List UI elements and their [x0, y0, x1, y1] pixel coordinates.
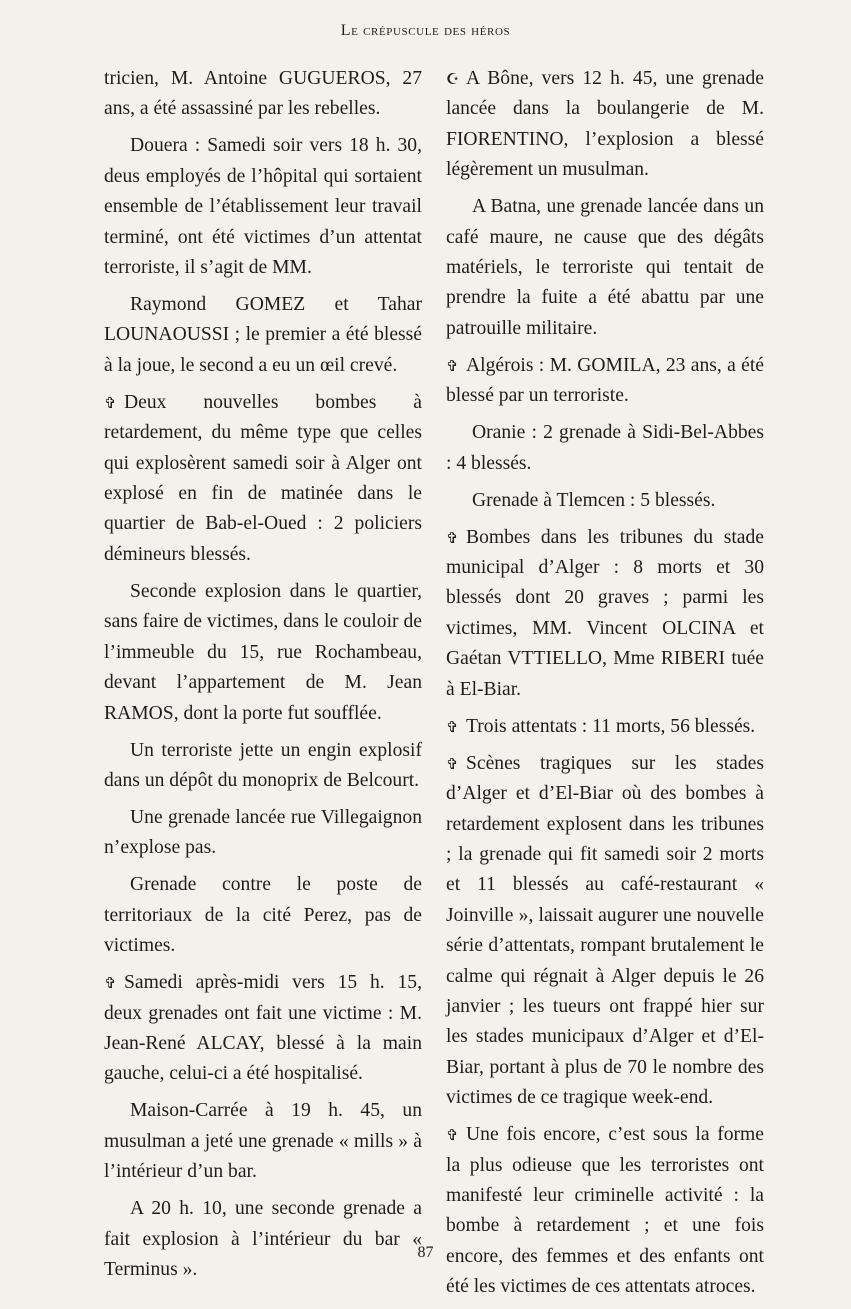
paragraph: Raymond GOMEZ et Tahar LOUNAOUSSI ; le premier a été blessé à la joue, le second a eu un œil crevé. — [104, 294, 422, 376]
bullet-paragraph — [446, 523, 764, 705]
paragraph-text: Trois attentats : 11 morts, 56 blessés. — [466, 715, 756, 737]
paragraph: Un terroriste jette un engin explosif dans un dépôt du monoprix de Belcourt. — [104, 739, 422, 791]
paragraph: tricien, M. Antoine GUGUEROS, 27 ans, a été assassiné par les rebelles. — [104, 68, 422, 120]
bullet-paragraph — [446, 1120, 764, 1302]
paragraph: Une grenade lancée rue Villegaignon n’explose pas. — [104, 806, 422, 859]
bullet-paragraph — [446, 712, 764, 742]
paragraph: Grenade à Tlemcen : 5 blessés. — [472, 489, 716, 511]
paragraph-text: A Bône, vers 12 h. 45, une grenade lancée dans la boulangerie de M. FIORENTINO, l’explosion a blessé légèrement un musulman. — [446, 68, 764, 181]
paragraph: A Batna, une grenade lancée dans un café maure, ne cause que des dégâts matériels, le terroriste qui tentait de prendre la fuite a été abattu par une patrouille militaire. — [446, 196, 764, 339]
paragraph-text: Une fois encore, c’est sous la forme la plus odieuse que les terroristes ont manifesté leur criminelle activité : la bombe à retardement ; et une fois encore, des femmes et des enfants ont été les victimes de ces attentats atroces. — [446, 1124, 764, 1298]
cross-icon: ✞ — [446, 1126, 459, 1145]
paragraph: Douera : Samedi soir vers 18 h. 30, deus employés de l’hôpital qui sortaient ensemble de l’établissement leur travail terminé, ont été victimes d’un attentat terroriste, il s’agit de MM. — [104, 135, 422, 279]
paragraph: Grenade contre le poste de territoriaux de la cité Perez, pas de victimes. — [104, 874, 422, 957]
cross-icon: ✞ — [104, 974, 117, 993]
paragraph-text: Scènes tragiques sur les stades d’Alger et d’El-Biar où des bombes à retardement explosent dans les tribunes ; la grenade qui fit samedi soir 2 morts et 11 blessés au café-restaurant « Joinville », laissait augurer une nouvelle série d’attentats, rompant brutalement le calme qui régnait à Alger depuis le 26 janvier ; les tueurs ont frappé hier sur les stades municipaux d’Alger et d’El-Biar, portant à plus de 70 le nombre des victimes de ce tragique week-end. — [446, 752, 764, 1109]
bullet-paragraph — [446, 749, 764, 1114]
cross-icon: ✞ — [104, 393, 117, 412]
paragraph: Maison-Carrée à 19 h. 45, un musulman a jeté une grenade « mills » à l’intérieur d’un bar. — [104, 1100, 422, 1183]
bullet-paragraph — [446, 64, 764, 186]
cross-icon: ✞ — [446, 528, 459, 547]
right-column — [446, 64, 764, 1309]
running-header: Le crépuscule des héros — [340, 22, 511, 39]
bullet-paragraph — [446, 351, 764, 412]
paragraph: Oranie : 2 grenade à Sidi-Bel-Abbes : 4 blessés. — [446, 422, 764, 474]
cross-icon: ✞ — [446, 754, 459, 773]
paragraph-text: Deux nouvelles bombes à retardement, du même type que celles qui explosèrent samedi soir à Alger ont explosé en fin de matinée dans le quartier de Bab-el-Oued : 2 policiers démineurs blessés. — [104, 391, 422, 565]
paragraph: A 20 h. 10, une seconde grenade a fait explosion à l’intérieur du bar « Terminus ». — [104, 1198, 422, 1280]
bullet-paragraph — [104, 388, 422, 570]
paragraph: Seconde explosion dans le quartier, sans faire de victimes, dans le couloir de l’immeuble du 15, rue Rochambeau, devant l’appartement de M. Jean RAMOS, dont la porte fut soufflée. — [104, 580, 422, 724]
page-number: 87 — [417, 1244, 434, 1261]
crescent-icon: ☪ — [446, 70, 460, 88]
cross-icon: ✞ — [446, 356, 459, 375]
cross-icon: ✞ — [446, 717, 459, 736]
paragraph-text: Bombes dans les tribunes du stade municipal d’Alger : 8 morts et 30 blessés dont 20 graves ; parmi les victimes, MM. Vincent OLCINA et Gaétan VTTIELLO, Mme RIBERI tuée à El-Biar. — [446, 526, 764, 700]
left-column — [104, 64, 422, 1292]
paragraph-text: Algérois : M. GOMILA, 23 ans, a été blessé par un terroriste. — [446, 354, 764, 407]
paragraph-text: Samedi après-midi vers 15 h. 15, deux grenades ont fait une victime : M. Jean-René ALCAY, blessé à la main gauche, celui-ci a été hospitalisé. — [104, 972, 422, 1085]
bullet-paragraph — [104, 968, 422, 1090]
